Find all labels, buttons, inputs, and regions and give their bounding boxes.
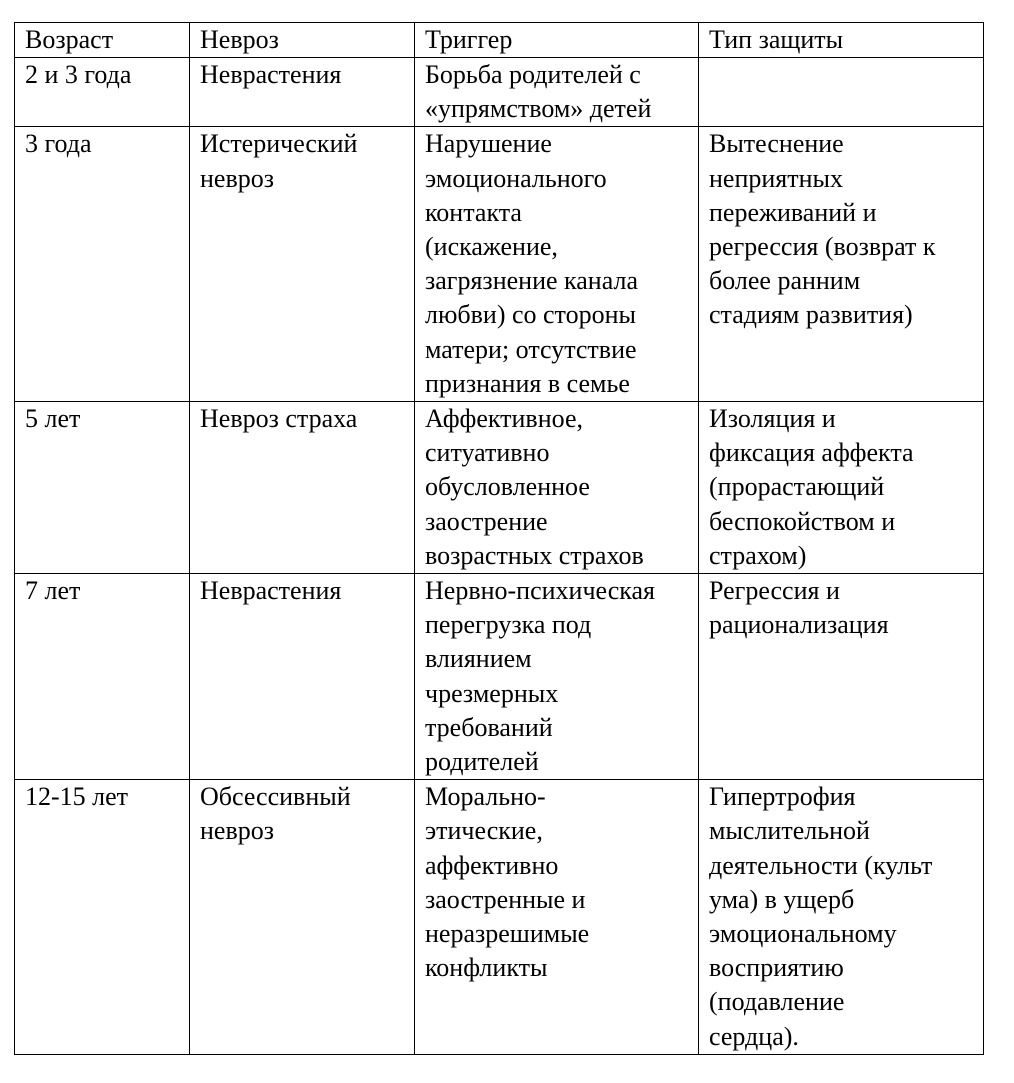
cell-trigger: Борьба родителей с «упрямством» детей	[415, 58, 699, 127]
cell-neurosis: Неврастения	[190, 58, 415, 127]
neurosis-table	[14, 22, 984, 1055]
neurosis-table-container	[14, 22, 984, 1055]
table-row	[15, 58, 984, 127]
cell-defense: Изоляция и фиксация аффекта (прорастающий беспокойством и страхом)	[699, 402, 984, 574]
cell-defense: Регрессия и рационализация	[699, 574, 984, 780]
cell-age: 2 и 3 года	[15, 58, 190, 127]
header-defense-type: Тип защиты	[699, 23, 984, 58]
cell-age: 7 лет	[15, 574, 190, 780]
table-header-row	[15, 23, 984, 58]
cell-trigger: Нарушение эмоционального контакта (искажение, загрязнение канала любви) со стороны матери; отсутствие признания в семье	[415, 127, 699, 402]
cell-defense: Гипертрофия мыслительной деятельности (культ ума) в ущерб эмоциональному восприятию (подавление сердца).	[699, 780, 984, 1055]
header-trigger: Триггер	[415, 23, 699, 58]
cell-age: 3 года	[15, 127, 190, 402]
table-row	[15, 780, 984, 1055]
cell-neurosis: Истерический невроз	[190, 127, 415, 402]
cell-neurosis: Обсессивный невроз	[190, 780, 415, 1055]
cell-neurosis: Неврастения	[190, 574, 415, 780]
header-age: Возраст	[15, 23, 190, 58]
table-row	[15, 127, 984, 402]
cell-trigger: Аффективное, ситуативно обусловленное заострение возрастных страхов	[415, 402, 699, 574]
cell-trigger: Нервно-психическая перегрузка под влиянием чрезмерных требований родителей	[415, 574, 699, 780]
table-row	[15, 402, 984, 574]
header-neurosis: Невроз	[190, 23, 415, 58]
cell-age: 5 лет	[15, 402, 190, 574]
table-row	[15, 574, 984, 780]
cell-age: 12-15 лет	[15, 780, 190, 1055]
cell-defense	[699, 58, 984, 127]
cell-trigger: Морально- этические, аффективно заостренные и неразрешимые конфликты	[415, 780, 699, 1055]
cell-defense: Вытеснение неприятных переживаний и регрессия (возврат к более ранним стадиям развития)	[699, 127, 984, 402]
cell-neurosis: Невроз страха	[190, 402, 415, 574]
